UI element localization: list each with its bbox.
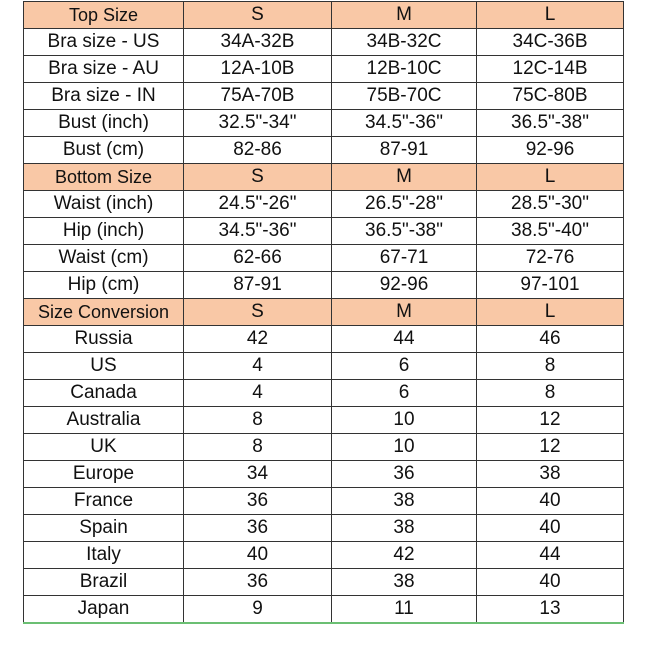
size-l-cell: 12C-14B <box>477 56 624 83</box>
size-m-cell: 38 <box>332 569 477 596</box>
size-s-cell: 4 <box>184 353 332 380</box>
size-m-cell: 75B-70C <box>332 83 477 110</box>
row-label: Bust (cm) <box>24 137 184 164</box>
section-title: Size Conversion <box>24 299 184 326</box>
bottom-size-row <box>24 191 624 218</box>
size-l-cell: 72-76 <box>477 245 624 272</box>
row-label: Bra size - US <box>24 29 184 56</box>
size-s-cell: 75A-70B <box>184 83 332 110</box>
size-conversion-row <box>24 407 624 434</box>
size-m-cell: 34B-32C <box>332 29 477 56</box>
size-l-cell: 40 <box>477 515 624 542</box>
row-label: UK <box>24 434 184 461</box>
size-column-header: M <box>332 2 477 29</box>
size-s-cell: 36 <box>184 515 332 542</box>
size-l-cell: 38 <box>477 461 624 488</box>
size-column-header: L <box>477 164 624 191</box>
row-label: Hip (inch) <box>24 218 184 245</box>
top-size-row <box>24 56 624 83</box>
top-size-row <box>24 29 624 56</box>
size-s-cell: 32.5"-34" <box>184 110 332 137</box>
size-m-cell: 67-71 <box>332 245 477 272</box>
size-s-cell: 9 <box>184 596 332 624</box>
size-l-cell: 38.5"-40" <box>477 218 624 245</box>
size-conversion-row <box>24 461 624 488</box>
size-column-header: L <box>477 299 624 326</box>
size-m-cell: 92-96 <box>332 272 477 299</box>
row-label: Bra size - AU <box>24 56 184 83</box>
row-label: Spain <box>24 515 184 542</box>
size-m-cell: 87-91 <box>332 137 477 164</box>
size-m-cell: 38 <box>332 515 477 542</box>
size-m-cell: 12B-10C <box>332 56 477 83</box>
size-conversion-row <box>24 542 624 569</box>
size-m-cell: 44 <box>332 326 477 353</box>
size-l-cell: 12 <box>477 407 624 434</box>
size-s-cell: 36 <box>184 488 332 515</box>
size-l-cell: 28.5"-30" <box>477 191 624 218</box>
row-label: Italy <box>24 542 184 569</box>
size-s-cell: 8 <box>184 434 332 461</box>
size-conversion-row <box>24 596 624 624</box>
row-label: US <box>24 353 184 380</box>
size-m-cell: 36.5"-38" <box>332 218 477 245</box>
size-column-header: M <box>332 299 477 326</box>
row-label: Bra size - IN <box>24 83 184 110</box>
row-label: Russia <box>24 326 184 353</box>
top-size-row <box>24 83 624 110</box>
size-conversion-header-row <box>24 299 624 326</box>
row-label: Brazil <box>24 569 184 596</box>
size-m-cell: 11 <box>332 596 477 624</box>
row-label: Australia <box>24 407 184 434</box>
size-l-cell: 75C-80B <box>477 83 624 110</box>
size-m-cell: 26.5"-28" <box>332 191 477 218</box>
size-conversion-row <box>24 488 624 515</box>
size-column-header: S <box>184 164 332 191</box>
size-m-cell: 10 <box>332 434 477 461</box>
size-conversion-row <box>24 353 624 380</box>
size-s-cell: 34A-32B <box>184 29 332 56</box>
top-size-header-row <box>24 2 624 29</box>
size-column-header: L <box>477 2 624 29</box>
size-s-cell: 40 <box>184 542 332 569</box>
size-s-cell: 8 <box>184 407 332 434</box>
size-s-cell: 87-91 <box>184 272 332 299</box>
size-l-cell: 40 <box>477 488 624 515</box>
section-title: Bottom Size <box>24 164 184 191</box>
size-conversion-row <box>24 326 624 353</box>
top-size-row <box>24 110 624 137</box>
size-l-cell: 12 <box>477 434 624 461</box>
size-column-header: M <box>332 164 477 191</box>
top-size-row <box>24 137 624 164</box>
size-l-cell: 97-101 <box>477 272 624 299</box>
row-label: Canada <box>24 380 184 407</box>
size-l-cell: 46 <box>477 326 624 353</box>
size-conversion-row <box>24 515 624 542</box>
bottom-size-row <box>24 245 624 272</box>
size-m-cell: 38 <box>332 488 477 515</box>
size-column-header: S <box>184 2 332 29</box>
row-label: Waist (inch) <box>24 191 184 218</box>
row-label: Waist (cm) <box>24 245 184 272</box>
size-m-cell: 36 <box>332 461 477 488</box>
size-conversion-row <box>24 569 624 596</box>
size-s-cell: 62-66 <box>184 245 332 272</box>
size-l-cell: 8 <box>477 380 624 407</box>
row-label: France <box>24 488 184 515</box>
size-conversion-row <box>24 434 624 461</box>
size-column-header: S <box>184 299 332 326</box>
size-m-cell: 6 <box>332 353 477 380</box>
size-s-cell: 34 <box>184 461 332 488</box>
size-l-cell: 36.5"-38" <box>477 110 624 137</box>
size-m-cell: 34.5"-36" <box>332 110 477 137</box>
row-label: Hip (cm) <box>24 272 184 299</box>
bottom-size-row <box>24 272 624 299</box>
size-s-cell: 42 <box>184 326 332 353</box>
size-s-cell: 12A-10B <box>184 56 332 83</box>
size-s-cell: 34.5"-36" <box>184 218 332 245</box>
size-l-cell: 34C-36B <box>477 29 624 56</box>
size-s-cell: 82-86 <box>184 137 332 164</box>
bottom-size-row <box>24 218 624 245</box>
size-conversion-row <box>24 380 624 407</box>
size-m-cell: 42 <box>332 542 477 569</box>
size-m-cell: 10 <box>332 407 477 434</box>
size-chart-body <box>24 2 624 624</box>
size-m-cell: 6 <box>332 380 477 407</box>
section-title: Top Size <box>24 2 184 29</box>
bottom-size-header-row <box>24 164 624 191</box>
size-s-cell: 4 <box>184 380 332 407</box>
size-s-cell: 24.5"-26" <box>184 191 332 218</box>
size-l-cell: 92-96 <box>477 137 624 164</box>
row-label: Bust (inch) <box>24 110 184 137</box>
size-s-cell: 36 <box>184 569 332 596</box>
size-l-cell: 44 <box>477 542 624 569</box>
size-l-cell: 40 <box>477 569 624 596</box>
size-chart-table <box>23 1 624 624</box>
row-label: Japan <box>24 596 184 624</box>
size-l-cell: 13 <box>477 596 624 624</box>
row-label: Europe <box>24 461 184 488</box>
size-l-cell: 8 <box>477 353 624 380</box>
